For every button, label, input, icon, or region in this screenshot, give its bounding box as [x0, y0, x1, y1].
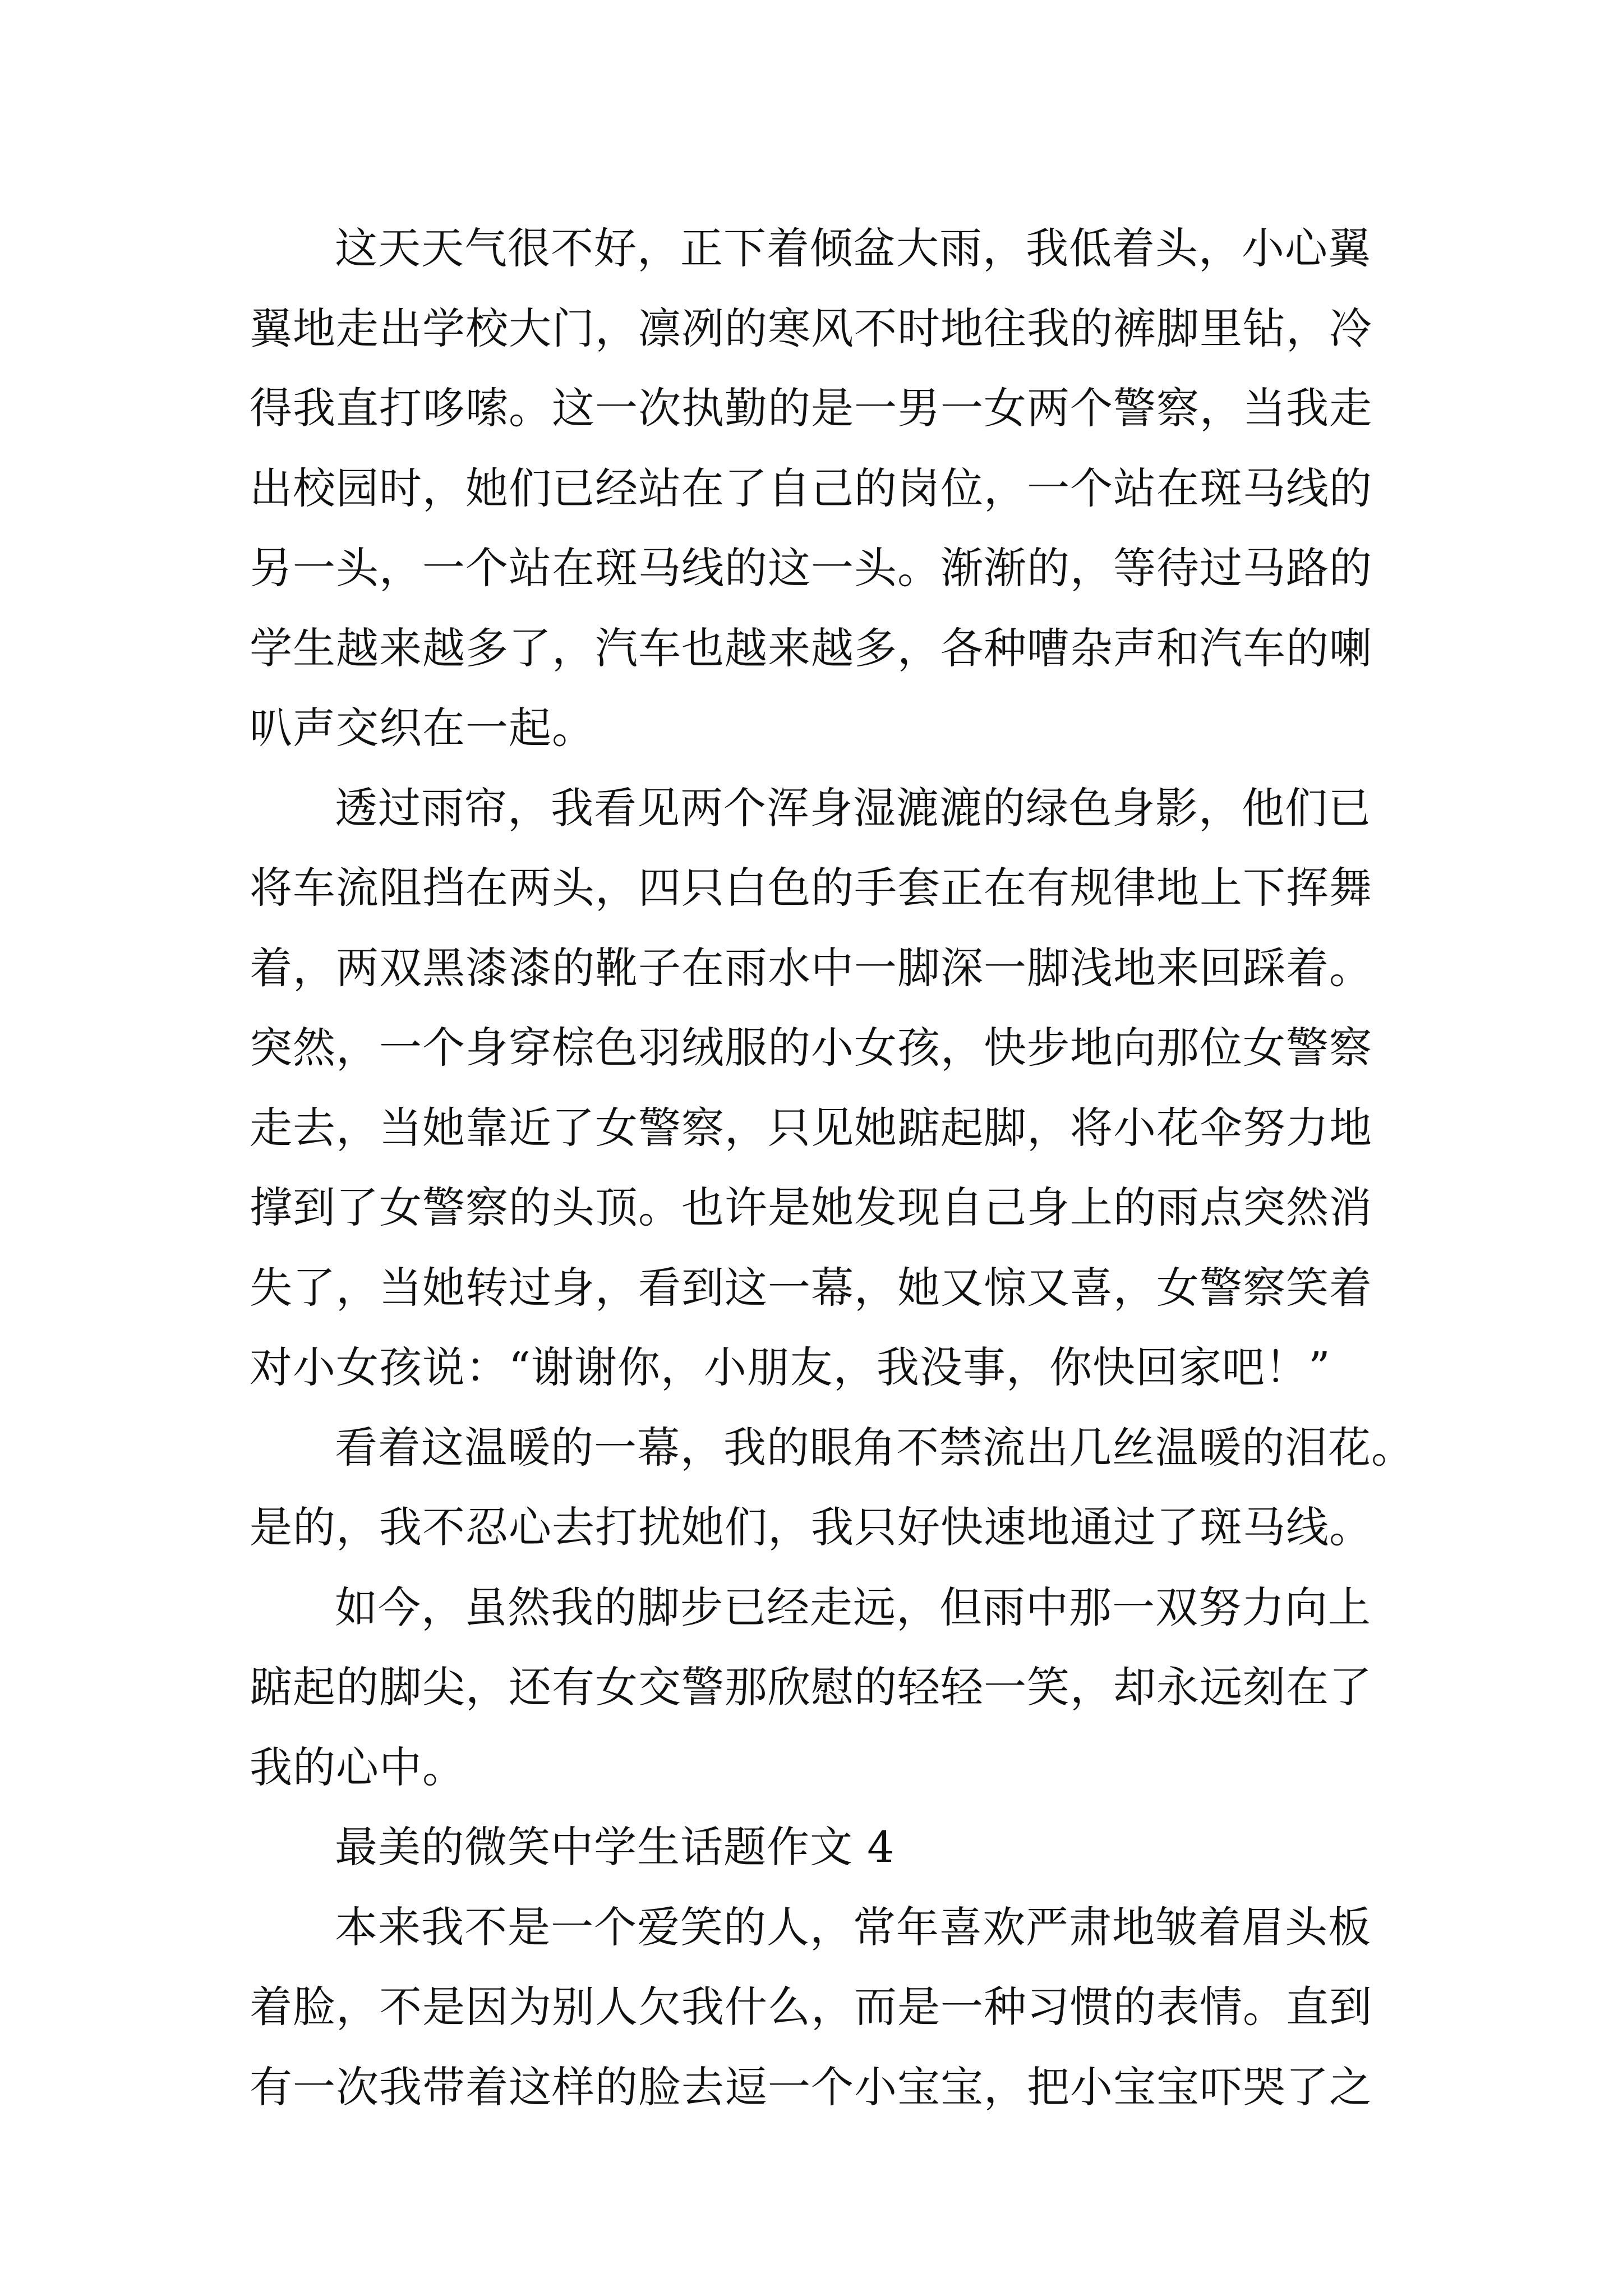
paragraph-line: 我的心中。 — [250, 1742, 465, 1792]
paragraph-line: 翼地走出学校大门，凛冽的寒风不时地往我的裤脚里钻，冷 — [250, 303, 1372, 353]
paragraph-line: 踮起的脚尖，还有女交警那欣慰的轻轻一笑，却永远刻在了 — [250, 1662, 1372, 1712]
paragraph-line: 另一头，一个站在斑马线的这一头。渐渐的，等待过马路的 — [250, 543, 1372, 593]
paragraph-line: 对小女孩说：“谢谢你，小朋友，我没事，你快回家吧！” — [250, 1342, 1331, 1392]
paragraph-line: 如今，虽然我的脚步已经走远，但雨中那一双努力向上 — [335, 1582, 1371, 1632]
paragraph-line: 着脸，不是因为别人欠我什么，而是一种习惯的表情。直到 — [250, 1982, 1372, 2032]
paragraph-line: 撑到了女警察的头顶。也许是她发现自己身上的雨点突然消 — [250, 1182, 1372, 1232]
paragraph-line: 出校园时，她们已经站在了自己的岗位，一个站在斑马线的 — [250, 463, 1372, 513]
paragraph-line: 看着这温暖的一幕，我的眼角不禁流出几丝温暖的泪花。 — [335, 1422, 1414, 1473]
paragraph-line: 透过雨帘，我看见两个浑身湿漉漉的绿色身影，他们已 — [335, 783, 1371, 833]
paragraph-line: 本来我不是一个爱笑的人，常年喜欢严肃地皱着眉头板 — [335, 1902, 1371, 1952]
paragraph-line: 这天天气很不好，正下着倾盆大雨，我低着头，小心翼 — [335, 223, 1371, 273]
section-heading: 最美的微笑中学生话题作文 4 — [335, 1822, 895, 1872]
body-text — [250, 209, 1414, 2127]
paragraph-line: 得我直打哆嗦。这一次执勤的是一男一女两个警察，当我走 — [250, 383, 1372, 433]
paragraph-line: 突然，一个身穿棕色羽绒服的小女孩，快步地向那位女警察 — [250, 1023, 1372, 1073]
paragraph-line: 走去，当她靠近了女警察，只见她踮起脚，将小花伞努力地 — [250, 1102, 1372, 1153]
paragraph-line: 着，两双黑漆漆的靴子在雨水中一脚深一脚浅地来回踩着。 — [250, 942, 1372, 993]
paragraph-line: 学生越来越多了，汽车也越来越多，各种嘈杂声和汽车的喇 — [250, 623, 1372, 673]
paragraph-line: 有一次我带着这样的脸去逗一个小宝宝，把小宝宝吓哭了之 — [250, 2062, 1372, 2112]
paragraph-line: 失了，当她转过身，看到这一幕，她又惊又喜，女警察笑着 — [250, 1262, 1372, 1313]
paragraph-line: 叭声交织在一起。 — [250, 703, 595, 753]
paragraph-line: 将车流阻挡在两头，四只白色的手套正在有规律地上下挥舞 — [250, 863, 1372, 913]
paragraph-line: 是的，我不忍心去打扰她们，我只好快速地通过了斑马线。 — [250, 1502, 1372, 1552]
